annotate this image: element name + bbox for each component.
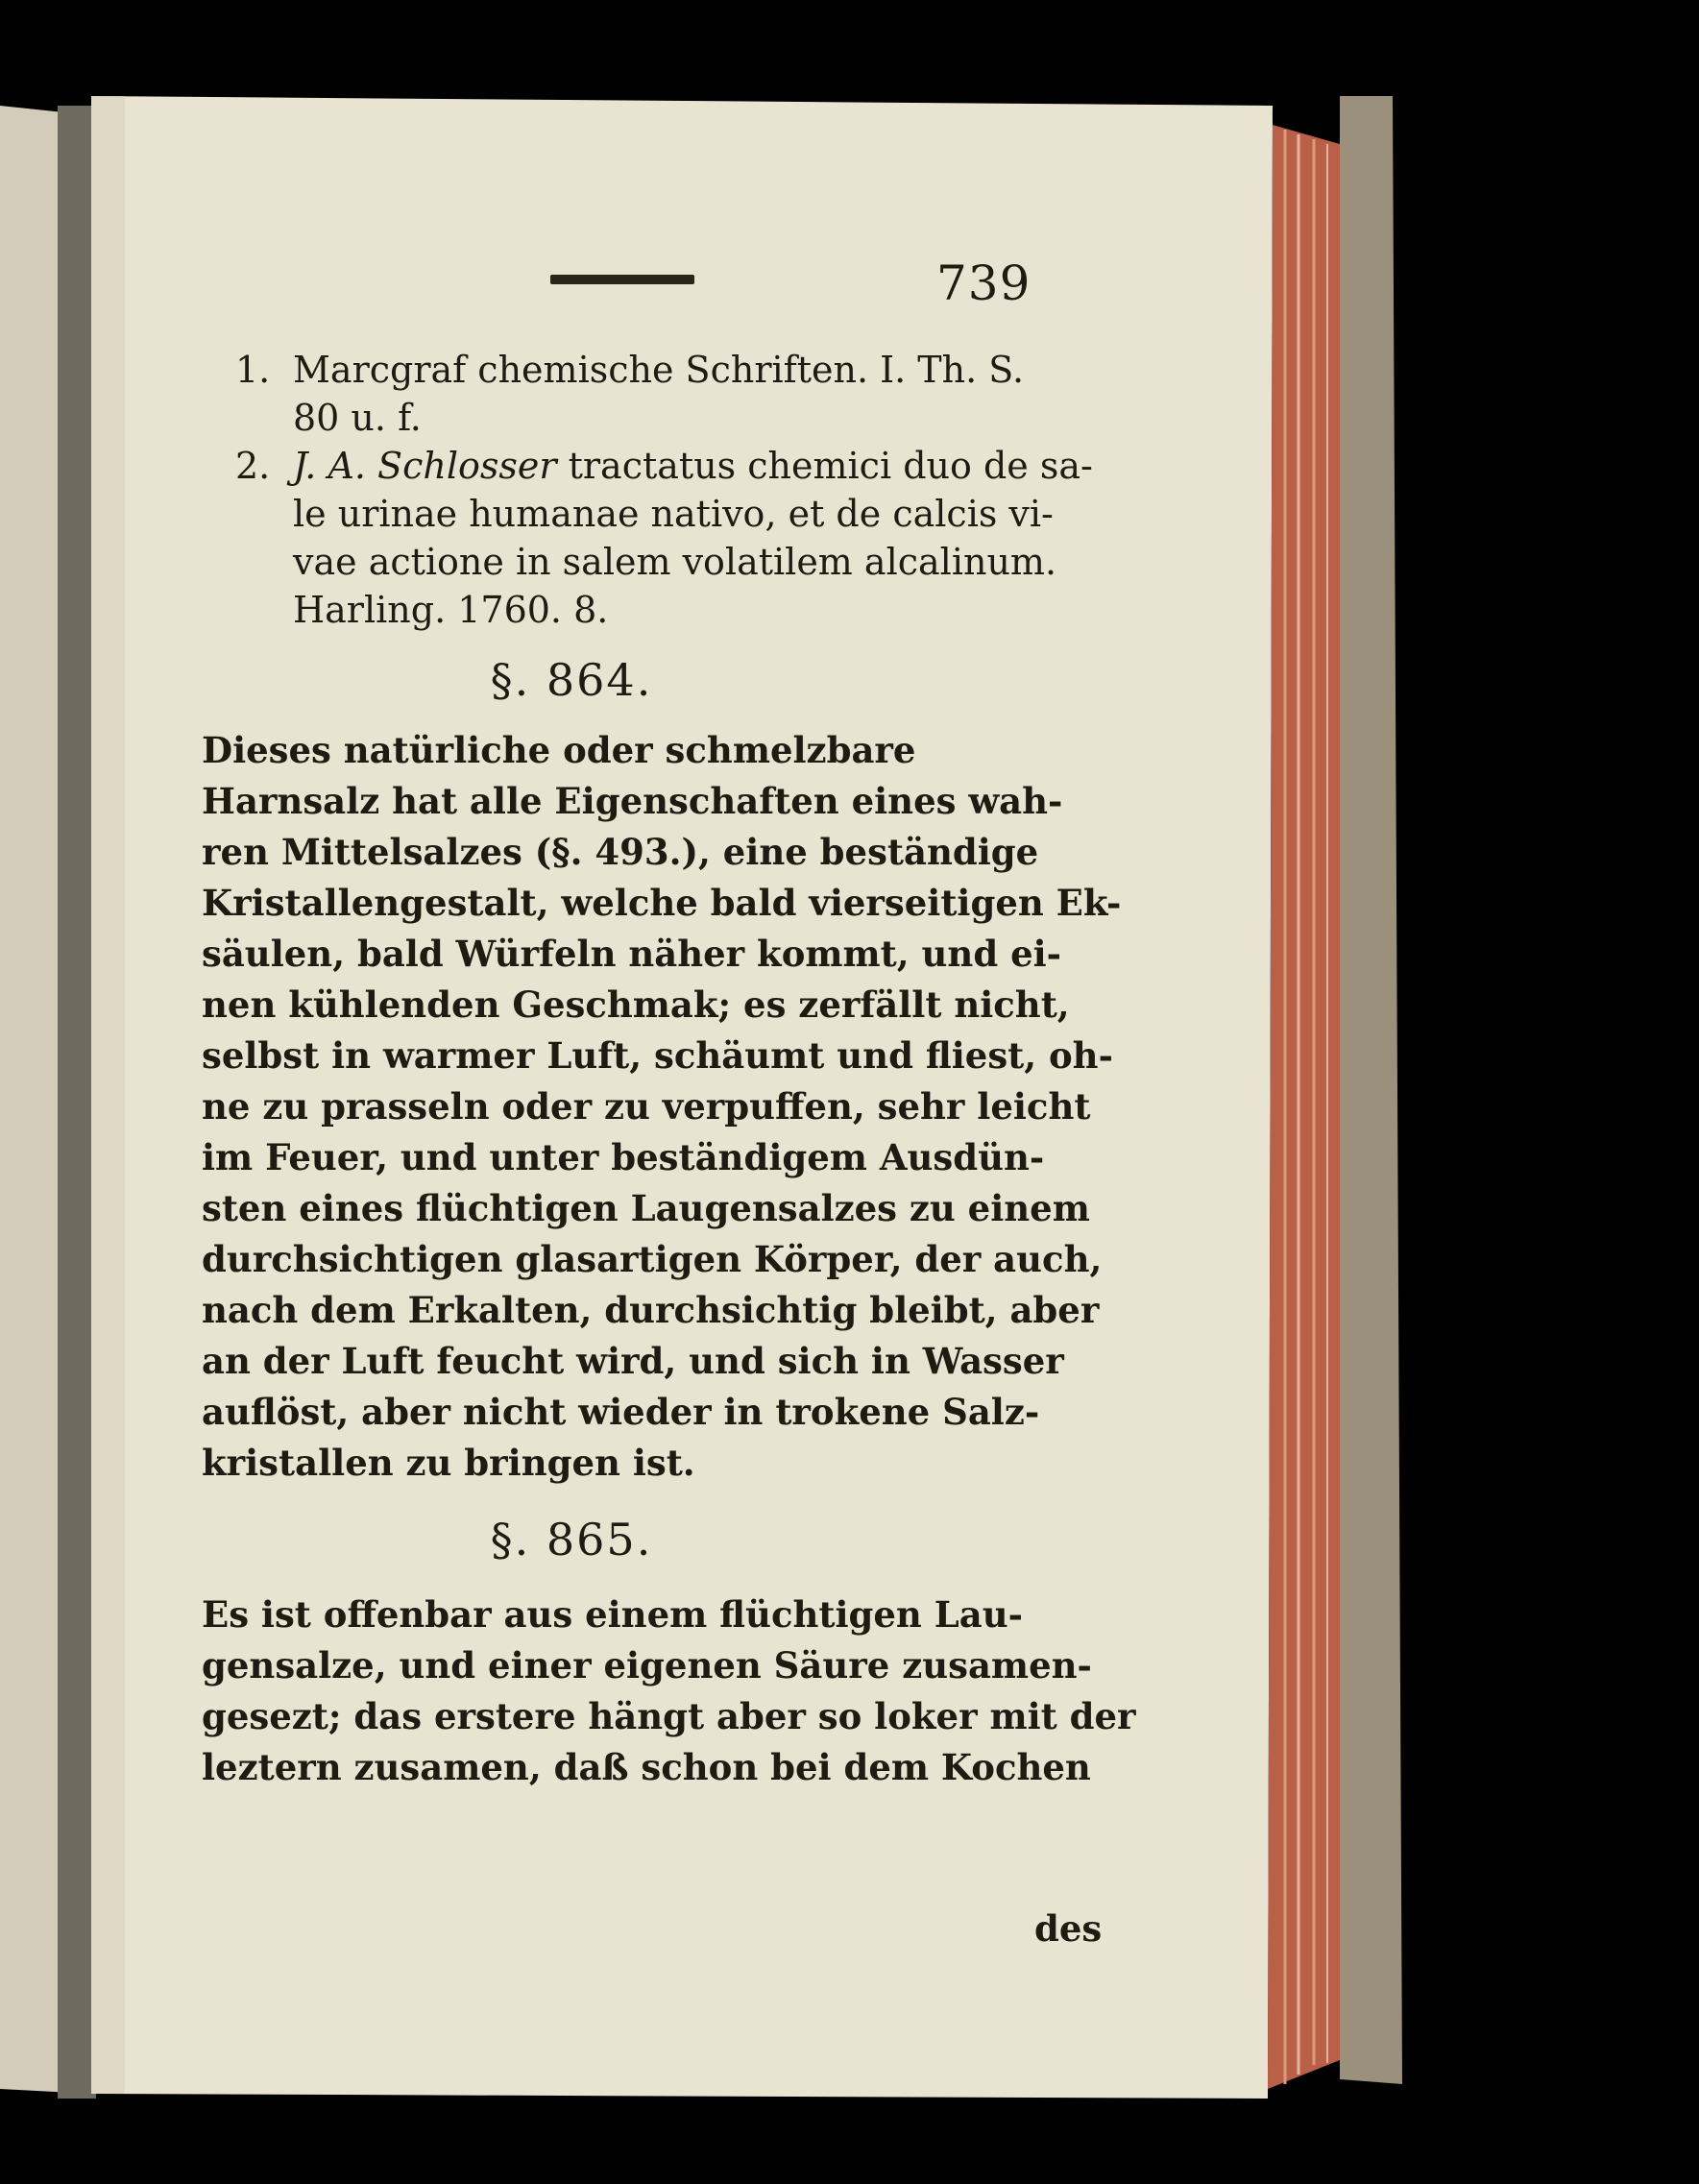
text-line: durchsichtigen glasartigen Körper, der auch, [202, 1238, 1103, 1280]
text-line: ren Mittelsalzes (§. 493.), eine beständige [202, 831, 1039, 873]
section-heading-864: §. 864. [490, 654, 653, 706]
footnote-line: Harling. 1760. 8. [293, 589, 609, 631]
footnote-line: 80 u. f. [293, 397, 422, 439]
text-line: leztern zusamen, daß schon bei dem Kochen [202, 1746, 1091, 1788]
text-line: nen kühlenden Geschmak; es zerfällt nicht, [202, 983, 1070, 1026]
cover-edge [1340, 96, 1402, 2084]
text-line: ne zu prasseln oder zu verpuffen, sehr leicht [202, 1085, 1091, 1128]
book-page [91, 96, 1273, 2094]
footnote-author: J. A. Schlosser [293, 445, 557, 487]
footnote-line: le urinae humanae nativo, et de calcis vi- [293, 493, 1054, 535]
header-rule-ornament [550, 275, 694, 284]
footnote-number: 1. [235, 349, 271, 391]
text-line: im Feuer, und unter beständigem Ausdün- [202, 1136, 1045, 1178]
footnote-1 [235, 346, 1119, 442]
gutter-shadow [58, 106, 96, 2099]
page-block-edge [1268, 125, 1340, 2089]
page-number: 739 [936, 255, 1032, 311]
text-line: gensalze, und einer eigenen Säure zusamen- [202, 1644, 1092, 1687]
catchword: des [1034, 1907, 1103, 1950]
text-line: Es ist offenbar aus einem flüchtigen Lau- [202, 1593, 1023, 1636]
footnote-number: 2. [235, 445, 271, 487]
text-line: selbst in warmer Luft, schäumt und fliest, oh- [202, 1034, 1113, 1077]
text-line: gesezt; das erstere hängt aber so loker mit der [202, 1695, 1136, 1737]
text-line: Kristallengestalt, welche bald vierseitigen Ek- [202, 882, 1122, 924]
footnotes [235, 346, 1119, 634]
paragraph-865 [202, 1589, 1136, 1793]
text-line: an der Luft feucht wird, und sich in Wasser [202, 1340, 1064, 1382]
paragraph-864 [202, 725, 1122, 1489]
text-line: säulen, bald Würfeln näher kommt, und ei- [202, 933, 1062, 975]
footnote-line: Marcgraf chemische Schriften. I. Th. S. [293, 349, 1025, 391]
text-line: sten eines flüchtigen Laugensalzes zu einem [202, 1187, 1090, 1229]
text-line: Dieses natürliche oder schmelzbare [202, 729, 916, 771]
section-heading-865: §. 865. [490, 1514, 653, 1565]
text-line: kristallen zu bringen ist. [202, 1442, 695, 1484]
footnote-line [293, 442, 1119, 490]
footnote-2 [235, 442, 1119, 634]
text-line: nach dem Erkalten, durchsichtig bleibt, aber [202, 1289, 1100, 1331]
text-line: auflöst, aber nicht wieder in trokene Salz- [202, 1391, 1040, 1433]
footnote-line-text: tractatus chemici duo de sa- [568, 445, 1093, 487]
text-line: Harnsalz hat alle Eigenschaften eines wah- [202, 780, 1063, 822]
footnote-line: vae actione in salem volatilem alcalinum. [293, 541, 1057, 583]
